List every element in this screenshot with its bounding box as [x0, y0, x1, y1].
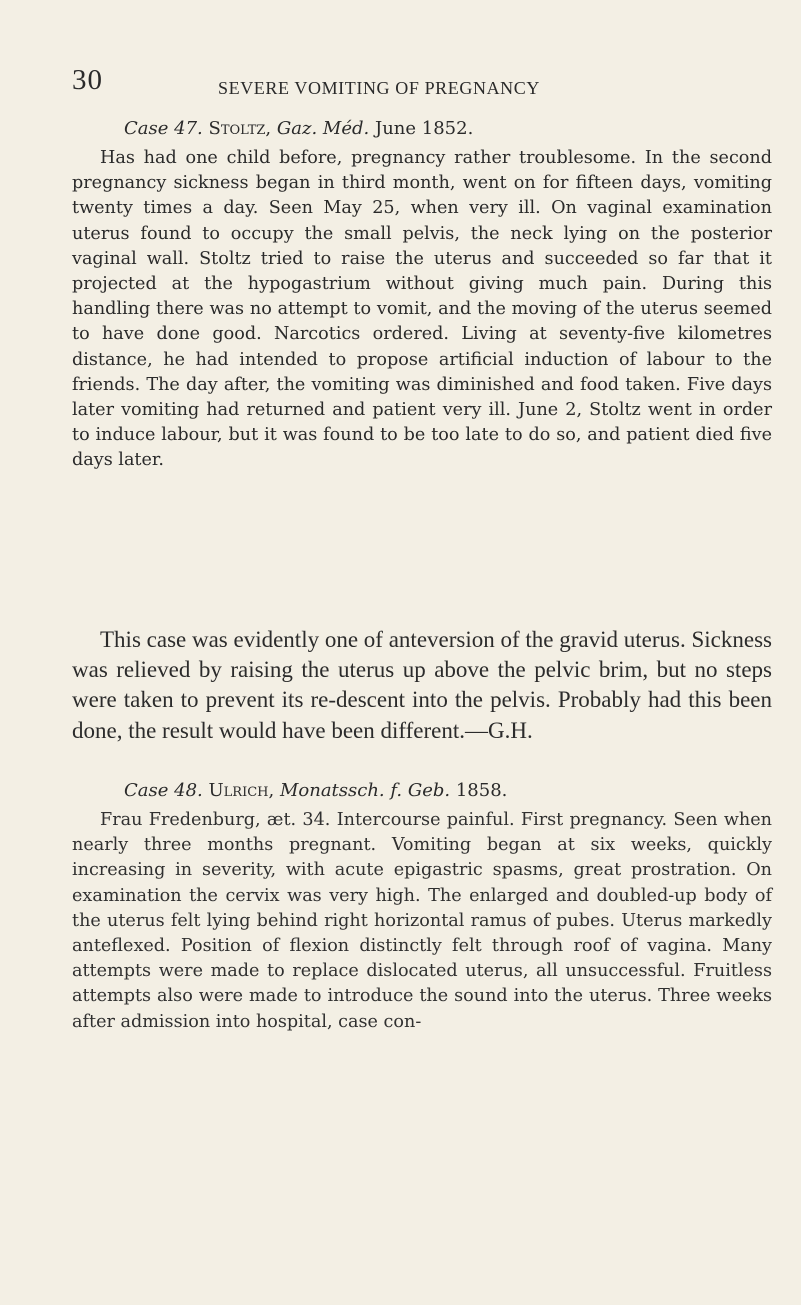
running-title: SEVERE VOMITING OF PREGNANCY [218, 78, 540, 98]
case-source: Monatssch. f. Geb. [279, 780, 451, 801]
case-label: Case 48. [124, 780, 203, 801]
case-source: Gaz. Méd. [276, 118, 370, 139]
case-date: 1858. [455, 780, 508, 801]
case-author: Ulrich, [208, 780, 275, 801]
case-47 [72, 116, 772, 624]
case-heading [72, 778, 772, 804]
case-body: Has had one child before, pregnancy rather troublesome. In the second pregnancy sickness began in third month, went on for fifteen days, vomiting twenty times a day. Seen May 25, when very ill. On vaginal examination uterus found to occupy the small pelvis, the neck lying on the posterior vaginal wall. Stoltz tried to raise the uterus and succeeded so far that it projected at the hypogastrium without giving much pain. During this handling there was no attempt to vomit, and the moving of the uterus seemed to have done good. Narcotics ordered. Living at seventy-five kilometres distance, he had intended to propose artificial induction of labour to the friends. The day after, the vomiting was diminished and food taken. Five days later vomiting had returned and patient very ill. June 2, Stoltz went in order to induce labour, but it was found to be too late to do so, and patient died five days later. [72, 148, 772, 471]
case-body: Frau Fredenburg, æt. 34. Intercourse painful. First pregnancy. Seen when nearly three months pregnant. Vomiting began at six weeks, quickly increasing in severity, with acute epigastric spasms, great prostration. On examination the cervix was very high. The enlarged and doubled-up body of the uterus felt lying behind right horizontal ramus of pubes. Uterus markedly anteflexed. Position of flexion distinctly felt through roof of vagina. Many attempts were made to replace dislocated uterus, all unsuccessful. Fruitless attempts also were made to introduce the sound into the uterus. Three weeks after admission into hospital, case con- [72, 810, 772, 1032]
commentary-paragraph: This case was evidently one of anteversion of the gravid uterus. Sickness was relieved by raising the uterus up above the pelvic brim, but no steps were taken to prevent its re-descent into the pelvis. Probably had this been done, the result would have been different.—G.H. [72, 627, 772, 743]
case-48 [72, 778, 772, 1035]
case-date: June 1852. [375, 118, 474, 139]
case-label: Case 47. [124, 118, 203, 139]
case-author: Stoltz, [208, 118, 272, 139]
page-header [72, 64, 772, 106]
case-heading [72, 116, 772, 142]
page-number: 30 [72, 64, 103, 96]
